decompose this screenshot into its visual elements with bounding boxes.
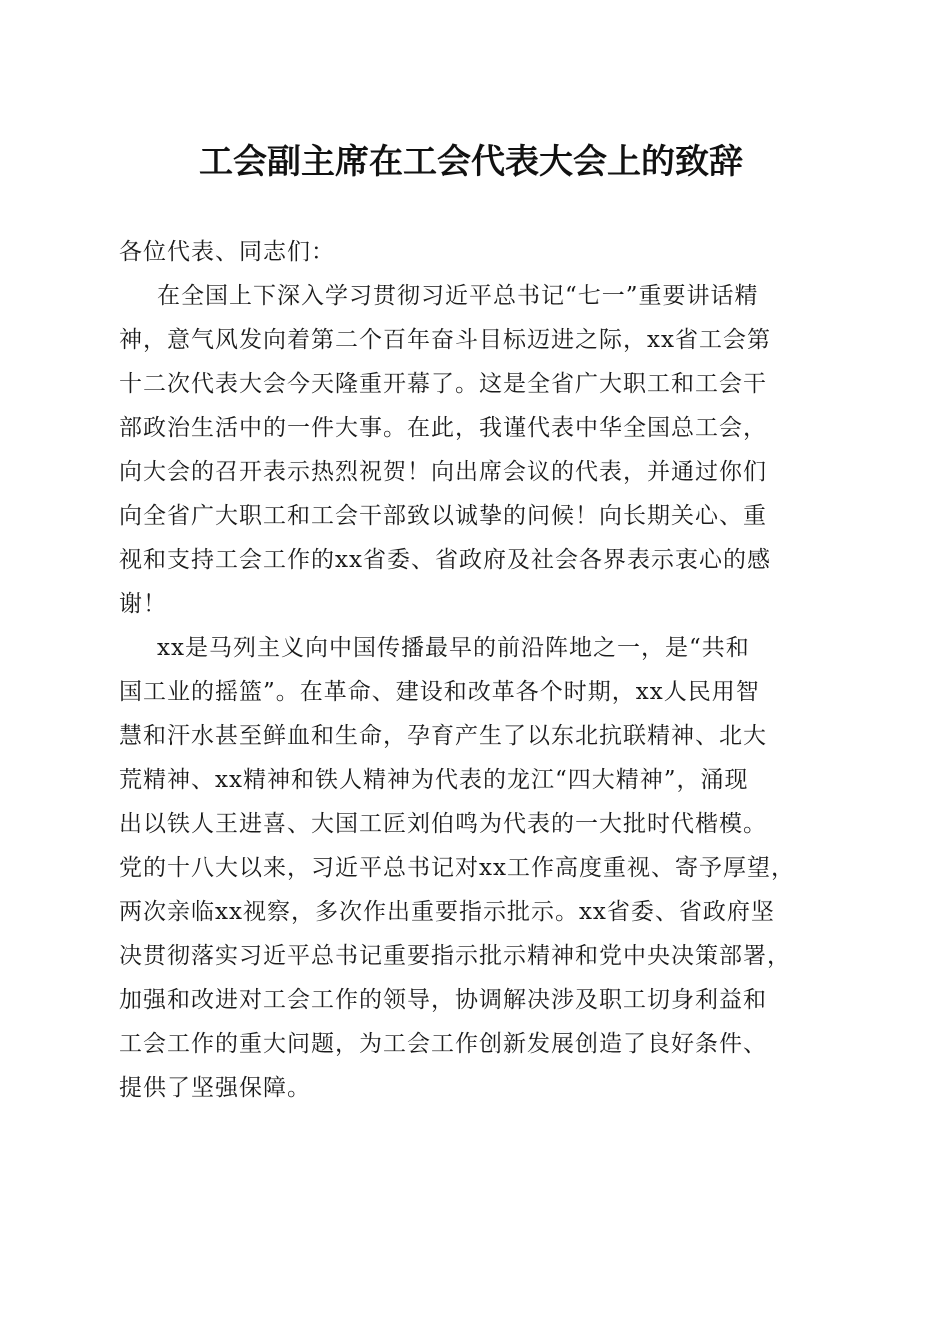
- paragraph-2: [119, 626, 835, 1110]
- paragraph-line: 加强和改进对工会工作的领导，协调解决涉及职工切身利益和: [119, 987, 767, 1013]
- paragraph-line: xx是马列主义向中国传播最早的前沿阵地之一，是“共和: [157, 635, 750, 661]
- paragraph-line: 两次亲临xx视察，多次作出重要指示批示。xx省委、省政府坚: [119, 899, 775, 925]
- paragraph-line: 工会工作的重大问题，为工会工作创新发展创造了良好条件、: [119, 1031, 767, 1057]
- paragraph-line: 国工业的摇篮”。在革命、建设和改革各个时期，xx人民用智: [119, 679, 760, 705]
- paragraph-line: 视和支持工会工作的xx省委、省政府及社会各界表示衷心的感: [119, 547, 771, 573]
- document-title: 工会副主席在工会代表大会上的致辞: [199, 142, 743, 182]
- paragraph-line: 慧和汗水甚至鲜血和生命，孕育产生了以东北抗联精神、北大: [119, 723, 767, 749]
- paragraph-line: 决贯彻落实习近平总书记重要指示批示精神和党中央决策部署，: [119, 943, 791, 969]
- salutation: 各位代表、同志们：: [119, 239, 335, 265]
- paragraph-line: 向大会的召开表示热烈祝贺！向出席会议的代表，并通过你们: [119, 459, 767, 485]
- paragraph-line: 出以铁人王进喜、大国工匠刘伯鸣为代表的一大批时代楷模。: [119, 811, 767, 837]
- paragraph-line: 神，意气风发向着第二个百年奋斗目标迈进之际，xx省工会第: [119, 327, 771, 353]
- paragraph-line: 部政治生活中的一件大事。在此，我谨代表中华全国总工会，: [119, 415, 767, 441]
- document-body: [119, 230, 835, 1110]
- paragraph-line: 谢！: [119, 591, 167, 617]
- paragraph-line: 十二次代表大会今天隆重开幕了。这是全省广大职工和工会干: [119, 371, 767, 397]
- paragraph-line: 向全省广大职工和工会干部致以诚挚的问候！向长期关心、重: [119, 503, 767, 529]
- paragraph-line: 提供了坚强保障。: [119, 1075, 311, 1101]
- paragraph-line: 党的十八大以来，习近平总书记对xx工作高度重视、寄予厚望，: [119, 855, 795, 881]
- paragraph-1: [119, 274, 835, 626]
- paragraph-line: 在全国上下深入学习贯彻习近平总书记“七一”重要讲话精: [157, 283, 759, 309]
- paragraph-line: 荒精神、xx精神和铁人精神为代表的龙江“四大精神”，涌现: [119, 767, 749, 793]
